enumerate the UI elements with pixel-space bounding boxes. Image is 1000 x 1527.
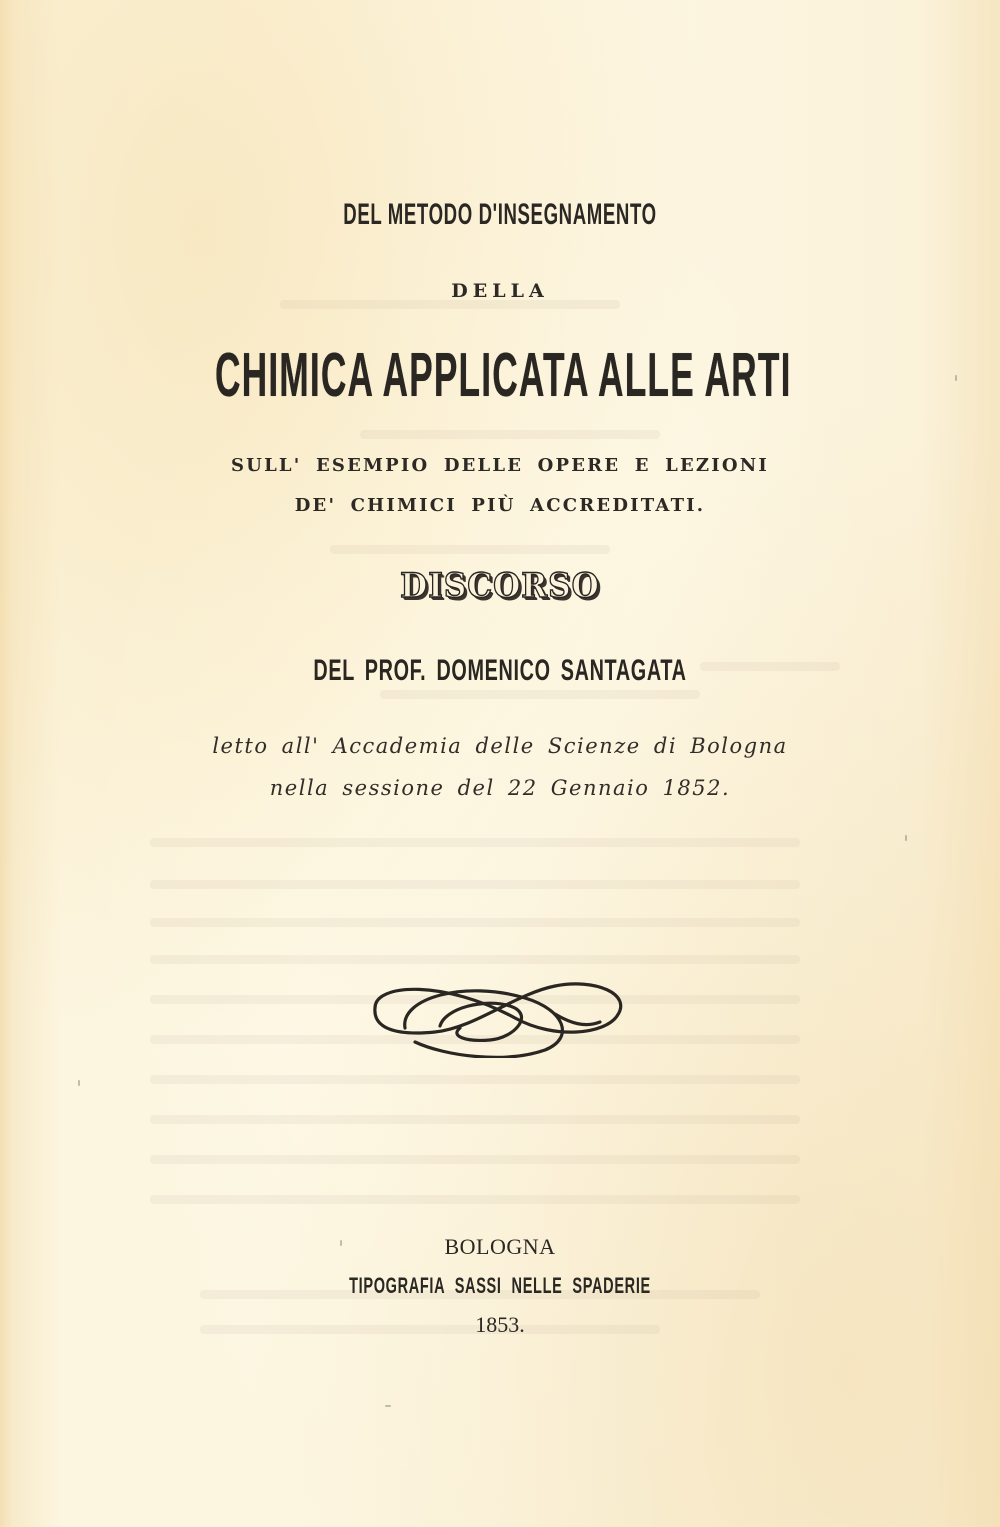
knot-ornament-icon [355,968,655,1058]
paper-speck [385,1405,391,1407]
note-line-1: letto all' Accademia delle Scienze di Bologna [212,734,788,758]
imprint-year: 1853. [475,1312,525,1337]
bleed-through [150,1075,800,1084]
paper-speck [955,375,957,381]
bleed-through [380,690,700,699]
bleed-through [150,955,800,964]
subtitle-line-2: DE' CHIMICI PIÙ ACCREDITATI. [294,495,706,516]
title-line-1: DEL METODO D'INSEGNAMENTO [343,198,657,231]
paper-speck [78,1080,80,1086]
imprint-printer: TIPOGRAFIA SASSI NELLE SPADERIE [349,1273,651,1298]
bleed-through [150,838,800,847]
paper-speck [905,835,907,841]
imprint-place: BOLOGNA [444,1234,556,1259]
bleed-through [150,880,800,889]
title-line-2: DELLA [451,280,549,302]
author-line: DEL PROF. DOMENICO SANTAGATA [313,654,687,687]
bleed-through [360,430,660,439]
subtitle-line-1: SULL' ESEMPIO DELLE OPERE E LEZIONI [230,455,770,476]
bleed-through [330,545,610,554]
main-title: CHIMICA APPLICATA ALLE ARTI [215,341,792,410]
genre-heading: DISCORSO [400,566,600,606]
note-line-2: nella sessione del 22 Gennaio 1852. [269,776,731,800]
bleed-through [150,1115,800,1124]
bleed-through [150,1155,800,1164]
bleed-through [150,1195,800,1204]
bleed-through [150,918,800,927]
